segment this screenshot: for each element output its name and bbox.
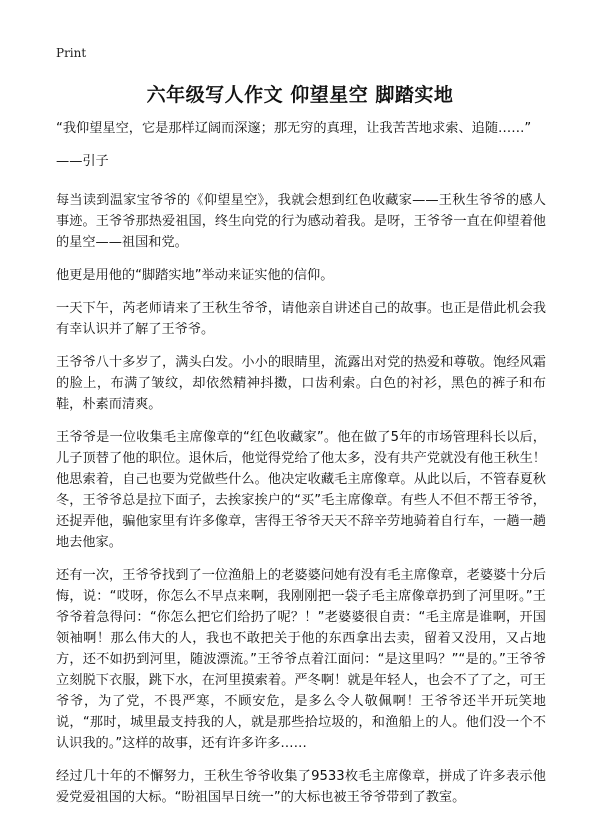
paragraph-belief: 他更是用他的“脚踏实地”举动来证实他的信仰。 xyxy=(56,268,334,283)
paragraph-story: 还有一次，王爷爷找到了一位渔船上的老婆婆问她有没有毛主席像章，老婆婆十分后悔，说：“哎呀，你怎么不早点来啊，我刚刚把一袋子毛主席像章扔到了河里呀。”王爷爷着急得问：“你怎么把它们给扔了呢？！”老婆婆很自责：“毛主席是谁啊，开国领袖啊！那么伟大的人，我也不敢把关于他的东西拿出去卖，留着又没用，又占地方，还不如扔到河里，随波漂流。”王爷爷点着江面问：“是这里吗？”“是的。”王爷爷立刻脱下衣服，跳下水，在河里摸索着。严冬啊！就是年轻人，也会不了了之，可王爷爷，为了党，不畏严寒，不顾安危，是多么令人敬佩啊！王爷爷还半开玩笑地说，“那时，城里最支持我的人，就是那些拾垃圾的，和渔船上的人。他们没一个不认识我的。”这样的故事，还有许多许多…… xyxy=(56,568,546,751)
paragraph-appearance: 王爷爷八十多岁了，满头白发。小小的眼睛里，流露出对党的热爱和尊敬。饱经风霜的脸上，布满了皱纹，却依然精神抖擞，口齿利索。白色的衬衫，黑色的裤子和布鞋，朴素而清爽。 xyxy=(56,355,546,412)
paragraph-conclusion: 经过几十年的不懈努力，王秋生爷爷收集了9533枚毛主席像章，拼成了许多表示他爱党爱祖国的大标。“盼祖国早日统一”的大标也被王爷爷带到了教室。 xyxy=(56,769,546,805)
print-link[interactable]: Print xyxy=(56,46,87,60)
paragraph-visit: 一天下午，芮老师请来了王秋生爷爷，请他亲自讲述自己的故事。也正是借此机会我有幸认识并了解了王爷爷。 xyxy=(56,301,546,337)
article-body xyxy=(56,118,546,820)
quote-attribution: ——引子 xyxy=(56,154,109,169)
page-title: 六年级写人作文 仰望星空 脚踏实地 xyxy=(146,84,454,106)
paragraph-intro: 每当读到温家宝爷爷的《仰望星空》，我就会想到红色收藏家——王秋生爷爷的感人事迹。王爷爷那热爱祖国，终生向党的行为感动着我。是呀，王爷爷一直在仰望着他的星空——祖国和党。 xyxy=(56,193,546,250)
quote-paragraph: “我仰望星空，它是那样辽阔而深邃；那无穷的真理，让我苦苦地求索、追随……” xyxy=(56,121,532,136)
paragraph-collector: 王爷爷是一位收集毛主席像章的“红色收藏家”。他在做了5年的市场管理科长以后，儿子顶替了他的职位。退休后，他觉得党给了他太多，没有共产党就没有他王秋生！他思索着，自己也要为党做些什么。他决定收藏毛主席像章。从此以后，不管春夏秋冬，王爷爷总是拉下面子，去挨家挨户的“买”毛主席像章。有些人不但不帮王爷爷，还捉弄他，骗他家里有许多像章，害得王爷爷天天不辞辛劳地骑着自行车，一趟一趟地去他家。 xyxy=(56,430,546,550)
